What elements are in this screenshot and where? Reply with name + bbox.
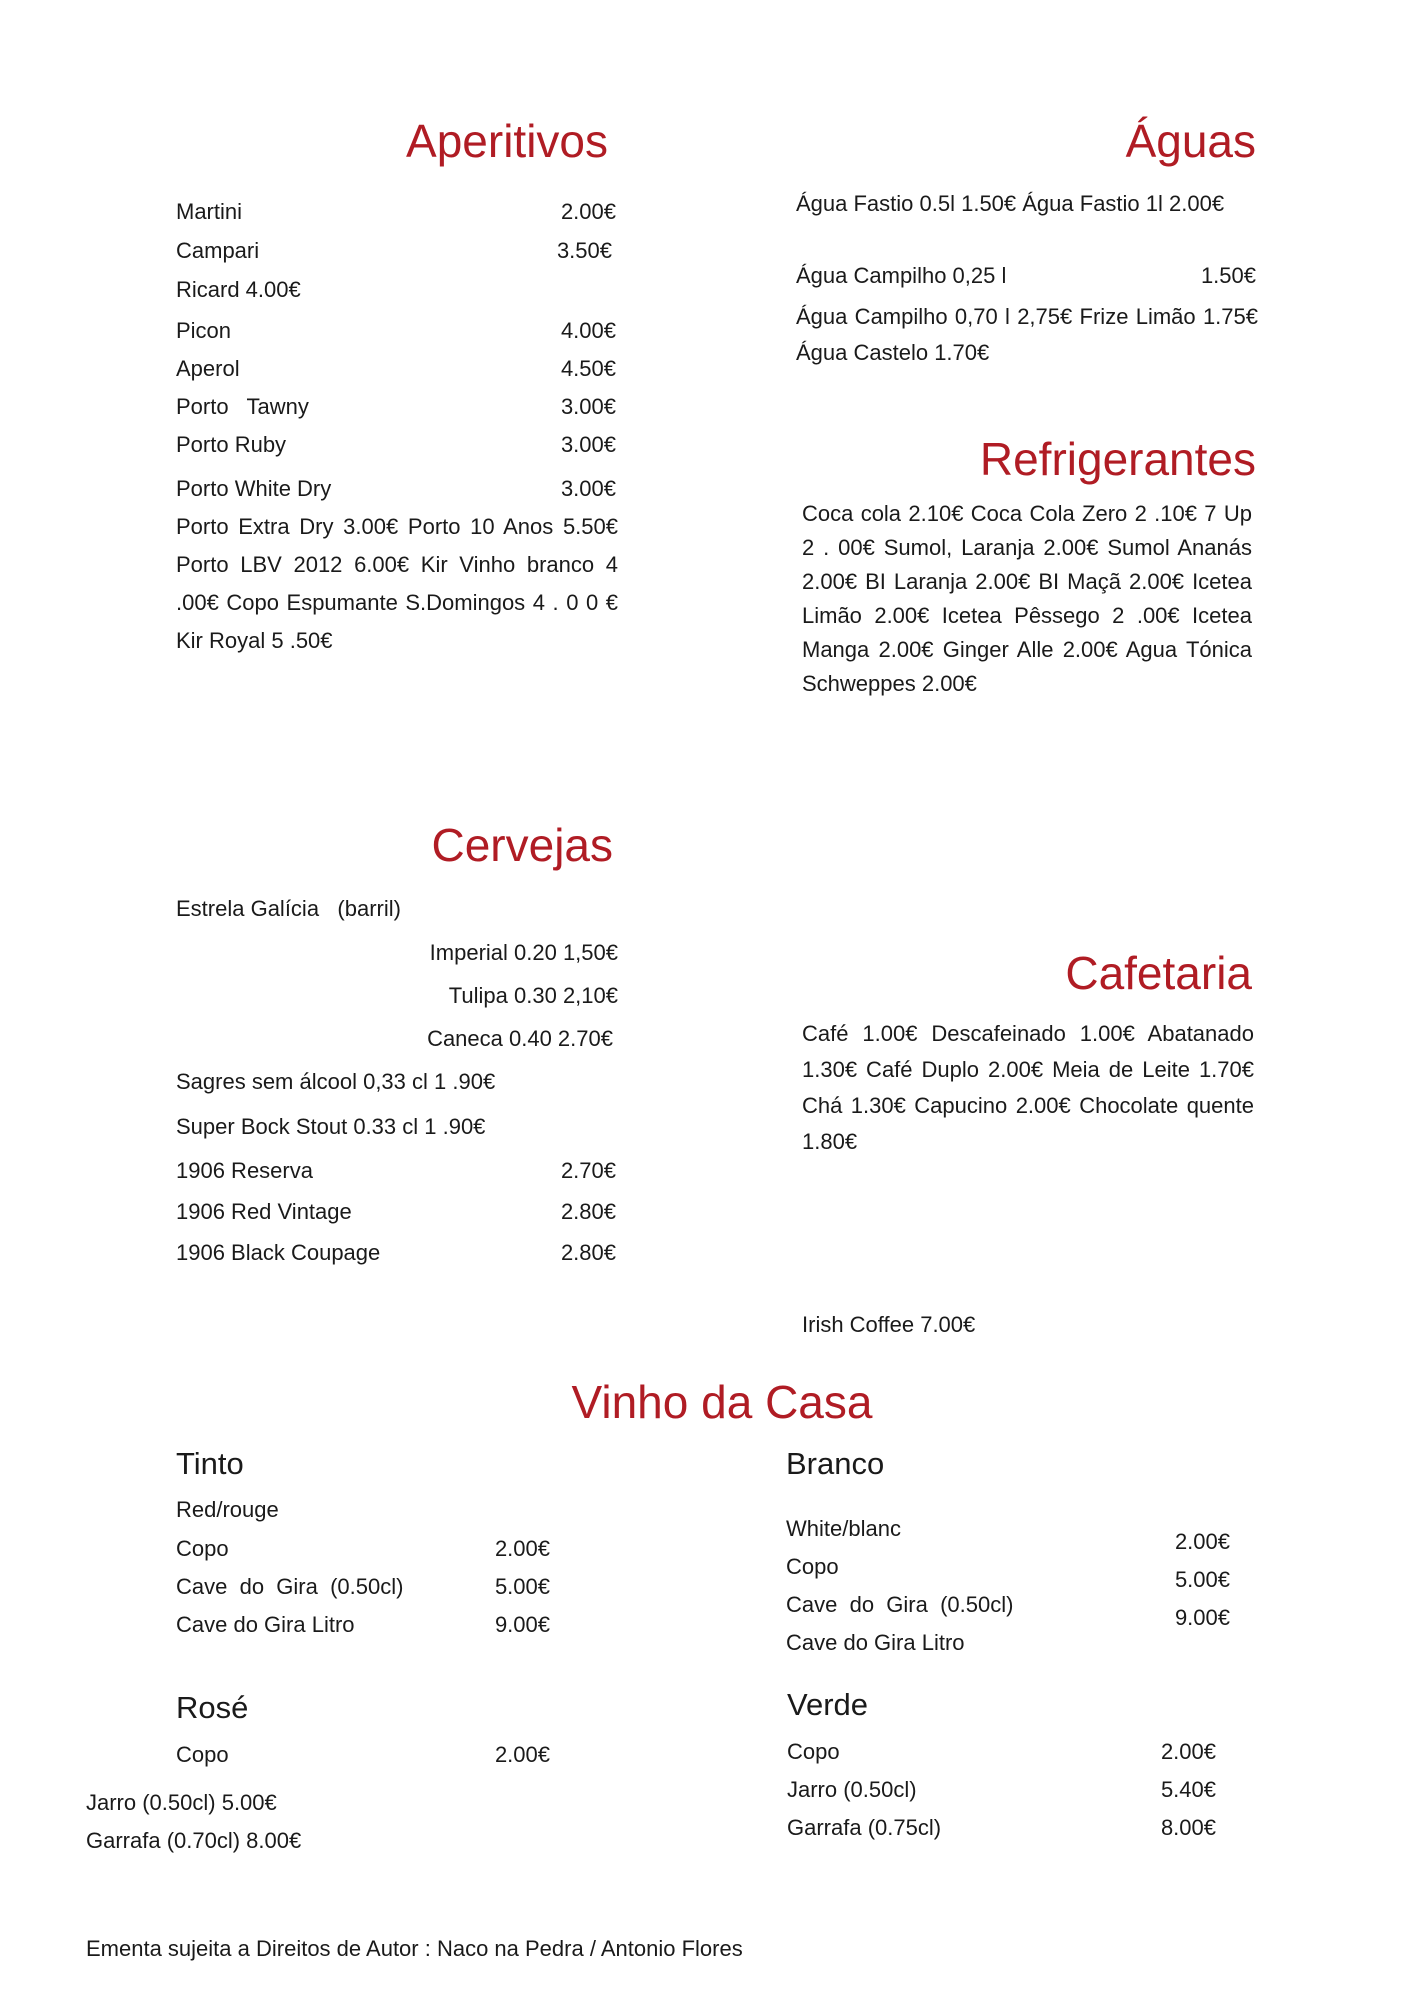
aperitivos-item-name: Ricard 4.00€ (176, 277, 301, 302)
verde-item-price: 5.40€ (1160, 1777, 1216, 1802)
verde-item-price: 8.00€ (1160, 1815, 1216, 1840)
aguas-line: Água Fastio 0.5l 1.50€ Água Fastio 1l 2.00€ (796, 191, 1225, 216)
cervejas-item-price: 2.80€ (560, 1199, 616, 1224)
branco-title: Branco (786, 1446, 885, 1481)
cervejas-item-name: 1906 Black Coupage (176, 1240, 381, 1265)
cafetaria-irish: Irish Coffee 7.00€ (802, 1312, 976, 1337)
tinto-item-name: Copo (176, 1536, 229, 1561)
tinto-item-price: 5.00€ (494, 1574, 550, 1599)
cervejas-item-price: 2.70€ (560, 1158, 616, 1183)
cervejas-imperial: Imperial 0.20 1,50€ (429, 940, 618, 965)
tinto-item-price: 9.00€ (494, 1612, 550, 1637)
cervejas-item-price: 2.80€ (560, 1240, 616, 1265)
branco-item-name: Copo (786, 1554, 839, 1579)
rose-title: Rosé (176, 1690, 249, 1725)
verde-item-name: Garrafa (0.75cl) (787, 1815, 942, 1840)
aperitivos-title: Aperitivos (406, 115, 608, 167)
rose-item-name: Copo (176, 1742, 229, 1767)
cervejas-item-name: 1906 Reserva (176, 1158, 313, 1183)
aperitivos-item-name: Picon (176, 318, 232, 343)
rose-garrafa: Garrafa (0.70cl) 8.00€ (86, 1828, 302, 1853)
tinto-item-name: Cave do Gira (0.50cl) (176, 1574, 404, 1599)
cervejas-item-name: 1906 Red Vintage (176, 1199, 352, 1224)
branco-item-name: Cave do Gira (0.50cl) (786, 1592, 1014, 1617)
refrigerantes-title: Refrigerantes (979, 433, 1256, 485)
tinto-item-price: 2.00€ (494, 1536, 550, 1561)
aguas-paragraph: Água Campilho 0,70 l 2,75€ Frize Limão 1.75€ Água Castelo 1.70€ (796, 304, 1258, 365)
aperitivos-item-price: 3.00€ (560, 432, 616, 457)
vinho-title: Vinho da Casa (571, 1376, 873, 1428)
aguas-title: Águas (1125, 115, 1256, 167)
cafetaria-title: Cafetaria (1065, 947, 1252, 999)
verde-item-price: 2.00€ (1160, 1739, 1216, 1764)
branco-item-name: Cave do Gira Litro (786, 1630, 965, 1655)
aguas-item-name: Água Campilho 0,25 l (796, 263, 1007, 288)
footer-copyright: Ementa sujeita a Direitos de Autor : Naco na Pedra / Antonio Flores (86, 1936, 743, 1961)
aperitivos-item-name: Aperol (176, 356, 240, 381)
verde-item-name: Copo (787, 1739, 840, 1764)
verde-item-name: Jarro (0.50cl) (787, 1777, 917, 1802)
cervejas-superbock: Super Bock Stout 0.33 cl 1 .90€ (176, 1114, 486, 1139)
tinto-title: Tinto (176, 1446, 244, 1481)
aperitivos-item-price: 3.00€ (560, 394, 616, 419)
branco-desc: White/blanc (786, 1516, 901, 1541)
tinto-item-name: Cave do Gira Litro (176, 1612, 355, 1637)
branco-item-price: 2.00€ (1174, 1529, 1230, 1554)
cervejas-sagres: Sagres sem álcool 0,33 cl 1 .90€ (176, 1069, 496, 1094)
aperitivos-item-name: Porto Tawny (176, 394, 309, 419)
cafetaria-paragraph: Café 1.00€ Descafeinado 1.00€ Abatanado 1.30€ Café Duplo 2.00€ Meia de Leite 1.70€ Chá 1.30€ Capucino 2.00€ Chocolate quente 1.80€ (802, 1021, 1254, 1154)
verde-title: Verde (787, 1687, 869, 1722)
cervejas-estrela: Estrela Galícia (barril) (176, 896, 401, 921)
refrigerantes-paragraph: Coca cola 2.10€ Coca Cola Zero 2 .10€ 7 Up 2 . 00€ Sumol, Laranja 2.00€ Sumol Ananás 2.00€ BI Laranja 2.00€ BI Maçã 2.00€ Icetea Limão 2.00€ Icetea Pêssego 2 .00€ Icetea Manga 2.00€ Ginger Alle 2.00€ Agua Tónica Schweppes 2.00€ (802, 501, 1252, 696)
aperitivos-item-price: 4.00€ (560, 318, 616, 343)
aperitivos-paragraph: Porto Extra Dry 3.00€ Porto 10 Anos 5.50€ Porto LBV 2012 6.00€ Kir Vinho branco 4 .00€ Copo Espumante S.Domingos 4 . 0 0 € Kir Royal 5 .50€ (176, 514, 618, 653)
aperitivos-item-price: 3.50€ (556, 238, 612, 263)
aperitivos-item-price: 2.00€ (560, 199, 616, 224)
aperitivos-item-price: 3.00€ (560, 476, 616, 501)
branco-item-price: 9.00€ (1174, 1605, 1230, 1630)
branco-item-price: 5.00€ (1174, 1567, 1230, 1592)
cervejas-tulipa: Tulipa 0.30 2,10€ (448, 983, 618, 1008)
cervejas-title: Cervejas (431, 819, 613, 871)
aperitivos-item-name: Campari (176, 238, 260, 263)
tinto-desc: Red/rouge (176, 1497, 279, 1522)
rose-item-price: 2.00€ (494, 1742, 550, 1767)
aperitivos-item-price: 4.50€ (560, 356, 616, 381)
aperitivos-item-name: Martini (176, 199, 243, 224)
aperitivos-item-name: Porto White Dry (176, 476, 332, 501)
aguas-item-price: 1.50€ (1200, 263, 1256, 288)
rose-jarro: Jarro (0.50cl) 5.00€ (86, 1790, 277, 1815)
aperitivos-item-name: Porto Ruby (176, 432, 287, 457)
cervejas-caneca: Caneca 0.40 2.70€ (427, 1026, 613, 1051)
